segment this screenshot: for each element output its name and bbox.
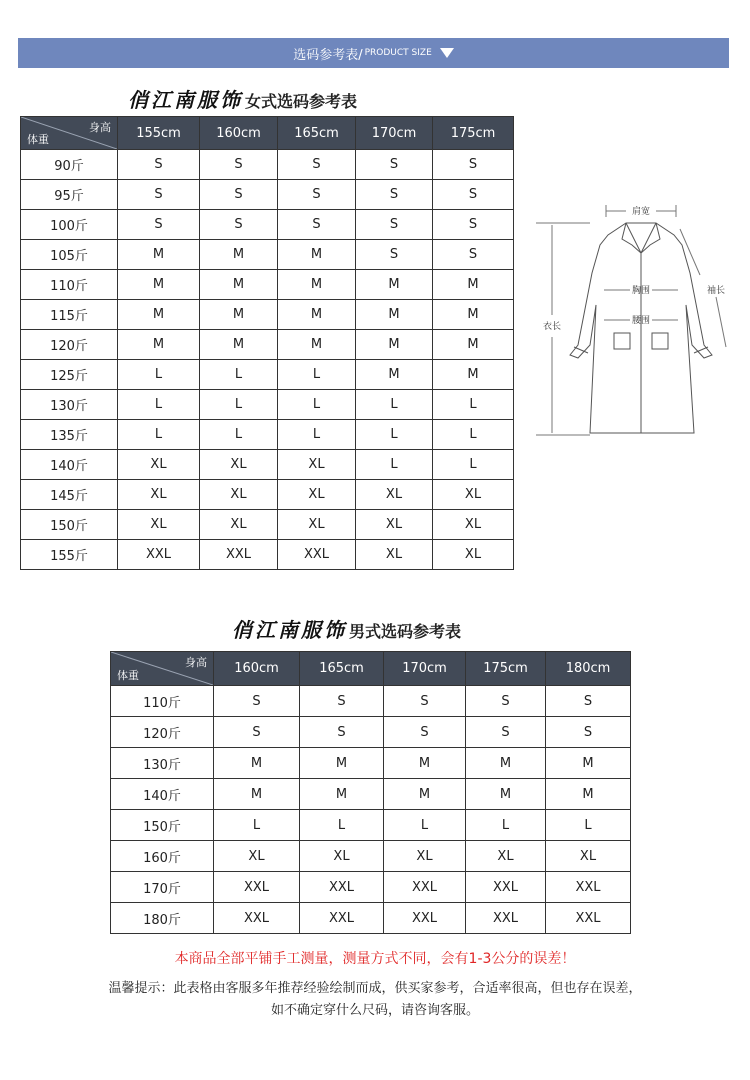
size-cell: M	[118, 300, 200, 330]
size-cell: XXL	[466, 872, 546, 903]
size-cell: M	[214, 748, 300, 779]
size-cell: L	[300, 810, 384, 841]
women-chart-subtitle: 女式选码参考表	[245, 92, 358, 111]
size-cell: S	[433, 210, 514, 240]
weight-cell: 150斤	[111, 810, 214, 841]
size-cell: XL	[118, 480, 200, 510]
table-row	[21, 300, 514, 330]
men-chart-title	[232, 614, 461, 643]
table-row	[21, 480, 514, 510]
size-cell: XXL	[546, 903, 631, 934]
size-cell: M	[433, 270, 514, 300]
weight-cell: 170斤	[111, 872, 214, 903]
size-cell: XL	[356, 540, 433, 570]
size-cell: M	[200, 300, 278, 330]
size-cell: M	[466, 748, 546, 779]
size-cell: S	[300, 686, 384, 717]
table-row	[21, 180, 514, 210]
table-row	[21, 390, 514, 420]
size-cell: M	[546, 748, 631, 779]
table-header-row	[21, 117, 514, 150]
banner-title: 选码参考表/	[293, 47, 363, 63]
size-cell: S	[200, 180, 278, 210]
size-cell: M	[300, 748, 384, 779]
size-cell: S	[300, 717, 384, 748]
table-row	[111, 903, 631, 934]
measurement-warning: 本商品全部平铺手工测量，测量方式不同，会有1-3公分的误差！	[174, 951, 576, 967]
size-cell: S	[384, 717, 466, 748]
women-chart-title	[128, 84, 357, 113]
size-cell: XL	[466, 841, 546, 872]
size-cell: M	[278, 270, 356, 300]
table-row	[21, 540, 514, 570]
size-cell: L	[433, 420, 514, 450]
table-row	[111, 810, 631, 841]
shoulder-label: 肩宽	[631, 207, 651, 217]
corner-weight-label: 体重	[27, 133, 49, 146]
size-cell: XXL	[200, 540, 278, 570]
size-cell: S	[466, 717, 546, 748]
size-cell: M	[433, 300, 514, 330]
table-row	[21, 240, 514, 270]
size-cell: S	[546, 686, 631, 717]
size-cell: S	[200, 210, 278, 240]
weight-cell: 110斤	[111, 686, 214, 717]
garment-measurement-diagram	[530, 195, 740, 445]
size-cell: S	[278, 210, 356, 240]
size-cell: L	[278, 360, 356, 390]
size-cell: L	[433, 390, 514, 420]
height-header: 175cm	[466, 652, 546, 686]
men-size-table	[110, 651, 631, 934]
size-cell: M	[356, 300, 433, 330]
size-cell: S	[356, 180, 433, 210]
size-cell: XL	[356, 480, 433, 510]
size-cell: M	[384, 748, 466, 779]
size-cell: L	[466, 810, 546, 841]
size-cell: L	[214, 810, 300, 841]
size-cell: M	[278, 330, 356, 360]
tip-line-1: 温馨提示：此表格由客服多年推荐经验绘制而成，供买家参考，合适率很高，但也存在误差，	[108, 981, 642, 996]
height-header: 165cm	[278, 117, 356, 150]
size-cell: S	[466, 686, 546, 717]
size-cell: S	[278, 150, 356, 180]
size-cell: XXL	[300, 872, 384, 903]
weight-cell: 140斤	[111, 779, 214, 810]
table-row	[21, 360, 514, 390]
size-cell: XL	[356, 510, 433, 540]
women-size-table	[20, 116, 514, 570]
weight-cell: 100斤	[21, 210, 118, 240]
size-cell: XXL	[300, 903, 384, 934]
size-cell: XXL	[384, 903, 466, 934]
size-cell: M	[300, 779, 384, 810]
weight-cell: 155斤	[21, 540, 118, 570]
size-cell: L	[546, 810, 631, 841]
size-cell: XL	[200, 450, 278, 480]
chevron-down-icon	[440, 48, 454, 58]
table-header-row	[111, 652, 631, 686]
size-cell: M	[200, 240, 278, 270]
table-row	[21, 420, 514, 450]
table-row	[111, 779, 631, 810]
weight-cell: 160斤	[111, 841, 214, 872]
size-cell: L	[433, 450, 514, 480]
height-header: 180cm	[546, 652, 631, 686]
table-row	[111, 841, 631, 872]
size-cell: S	[433, 240, 514, 270]
size-cell: M	[118, 330, 200, 360]
size-cell: M	[384, 779, 466, 810]
size-cell: L	[278, 390, 356, 420]
height-header: 175cm	[433, 117, 514, 150]
weight-cell: 110斤	[21, 270, 118, 300]
size-cell: M	[546, 779, 631, 810]
size-cell: L	[200, 360, 278, 390]
size-cell: S	[356, 240, 433, 270]
table-corner-cell	[21, 117, 118, 150]
product-size-banner	[18, 38, 729, 68]
corner-height-label: 身高	[89, 121, 111, 134]
corner-height-label: 身高	[185, 656, 207, 669]
size-cell: S	[278, 180, 356, 210]
size-cell: XL	[546, 841, 631, 872]
weight-cell: 125斤	[21, 360, 118, 390]
size-cell: S	[356, 210, 433, 240]
size-cell: XL	[433, 480, 514, 510]
tip-line-2: 如不确定穿什么尺码，请咨询客服。	[270, 1003, 479, 1018]
size-cell: M	[356, 330, 433, 360]
size-cell: XL	[278, 480, 356, 510]
size-cell: S	[118, 210, 200, 240]
size-cell: M	[356, 270, 433, 300]
size-cell: XL	[214, 841, 300, 872]
chest-label: 胸围	[631, 286, 651, 296]
size-cell: M	[200, 330, 278, 360]
size-cell: XL	[433, 540, 514, 570]
corner-weight-label: 体重	[117, 669, 139, 682]
table-row	[21, 450, 514, 480]
size-cell: M	[278, 300, 356, 330]
size-cell: XL	[384, 841, 466, 872]
size-cell: M	[433, 330, 514, 360]
size-cell: L	[356, 390, 433, 420]
size-cell: S	[356, 150, 433, 180]
size-cell: XL	[118, 450, 200, 480]
size-cell: L	[118, 360, 200, 390]
size-cell: XXL	[118, 540, 200, 570]
size-cell: S	[214, 717, 300, 748]
size-cell: M	[356, 360, 433, 390]
table-corner-cell	[111, 652, 214, 686]
sleeve-label: 袖长	[706, 286, 726, 296]
size-cell: S	[433, 150, 514, 180]
table-row	[21, 330, 514, 360]
size-cell: S	[546, 717, 631, 748]
men-chart-subtitle: 男式选码参考表	[349, 622, 462, 641]
brand-logo-text: 俏江南服饰	[128, 88, 243, 112]
brand-logo-text: 俏江南服饰	[232, 618, 347, 642]
table-row	[111, 717, 631, 748]
size-cell: XXL	[214, 872, 300, 903]
table-row	[21, 270, 514, 300]
size-cell: L	[118, 390, 200, 420]
height-header: 160cm	[200, 117, 278, 150]
size-cell: S	[118, 150, 200, 180]
banner-subtitle: PRODUCT SIZE	[364, 48, 432, 58]
weight-cell: 95斤	[21, 180, 118, 210]
size-cell: XL	[200, 480, 278, 510]
table-row	[21, 210, 514, 240]
size-cell: M	[118, 240, 200, 270]
height-header: 170cm	[384, 652, 466, 686]
size-cell: M	[466, 779, 546, 810]
weight-cell: 135斤	[21, 420, 118, 450]
waist-label: 腰围	[631, 316, 651, 326]
size-cell: XXL	[466, 903, 546, 934]
size-cell: XL	[118, 510, 200, 540]
height-header: 155cm	[118, 117, 200, 150]
weight-cell: 120斤	[111, 717, 214, 748]
weight-cell: 130斤	[111, 748, 214, 779]
weight-cell: 105斤	[21, 240, 118, 270]
table-row	[21, 150, 514, 180]
size-cell: M	[278, 240, 356, 270]
size-cell: S	[200, 150, 278, 180]
weight-cell: 140斤	[21, 450, 118, 480]
size-cell: XL	[278, 450, 356, 480]
size-cell: L	[356, 450, 433, 480]
weight-cell: 115斤	[21, 300, 118, 330]
height-header: 165cm	[300, 652, 384, 686]
size-cell: XL	[433, 510, 514, 540]
table-row	[111, 686, 631, 717]
height-header: 170cm	[356, 117, 433, 150]
table-row	[21, 510, 514, 540]
weight-cell: 145斤	[21, 480, 118, 510]
size-cell: XXL	[278, 540, 356, 570]
size-cell: M	[433, 360, 514, 390]
size-cell: L	[200, 390, 278, 420]
size-cell: XL	[200, 510, 278, 540]
weight-cell: 150斤	[21, 510, 118, 540]
size-cell: S	[118, 180, 200, 210]
size-cell: XL	[278, 510, 356, 540]
size-cell: M	[200, 270, 278, 300]
size-cell: S	[214, 686, 300, 717]
size-cell: L	[384, 810, 466, 841]
size-cell: L	[118, 420, 200, 450]
size-cell: L	[200, 420, 278, 450]
size-cell: XL	[300, 841, 384, 872]
weight-cell: 90斤	[21, 150, 118, 180]
weight-cell: 130斤	[21, 390, 118, 420]
size-cell: L	[278, 420, 356, 450]
size-cell: M	[118, 270, 200, 300]
size-cell: XXL	[384, 872, 466, 903]
size-cell: XXL	[214, 903, 300, 934]
height-header: 160cm	[214, 652, 300, 686]
size-cell: S	[433, 180, 514, 210]
size-cell: XXL	[546, 872, 631, 903]
table-row	[111, 872, 631, 903]
weight-cell: 120斤	[21, 330, 118, 360]
weight-cell: 180斤	[111, 903, 214, 934]
length-label: 衣长	[542, 322, 562, 332]
size-cell: S	[384, 686, 466, 717]
size-cell: M	[214, 779, 300, 810]
size-cell: L	[356, 420, 433, 450]
table-row	[111, 748, 631, 779]
